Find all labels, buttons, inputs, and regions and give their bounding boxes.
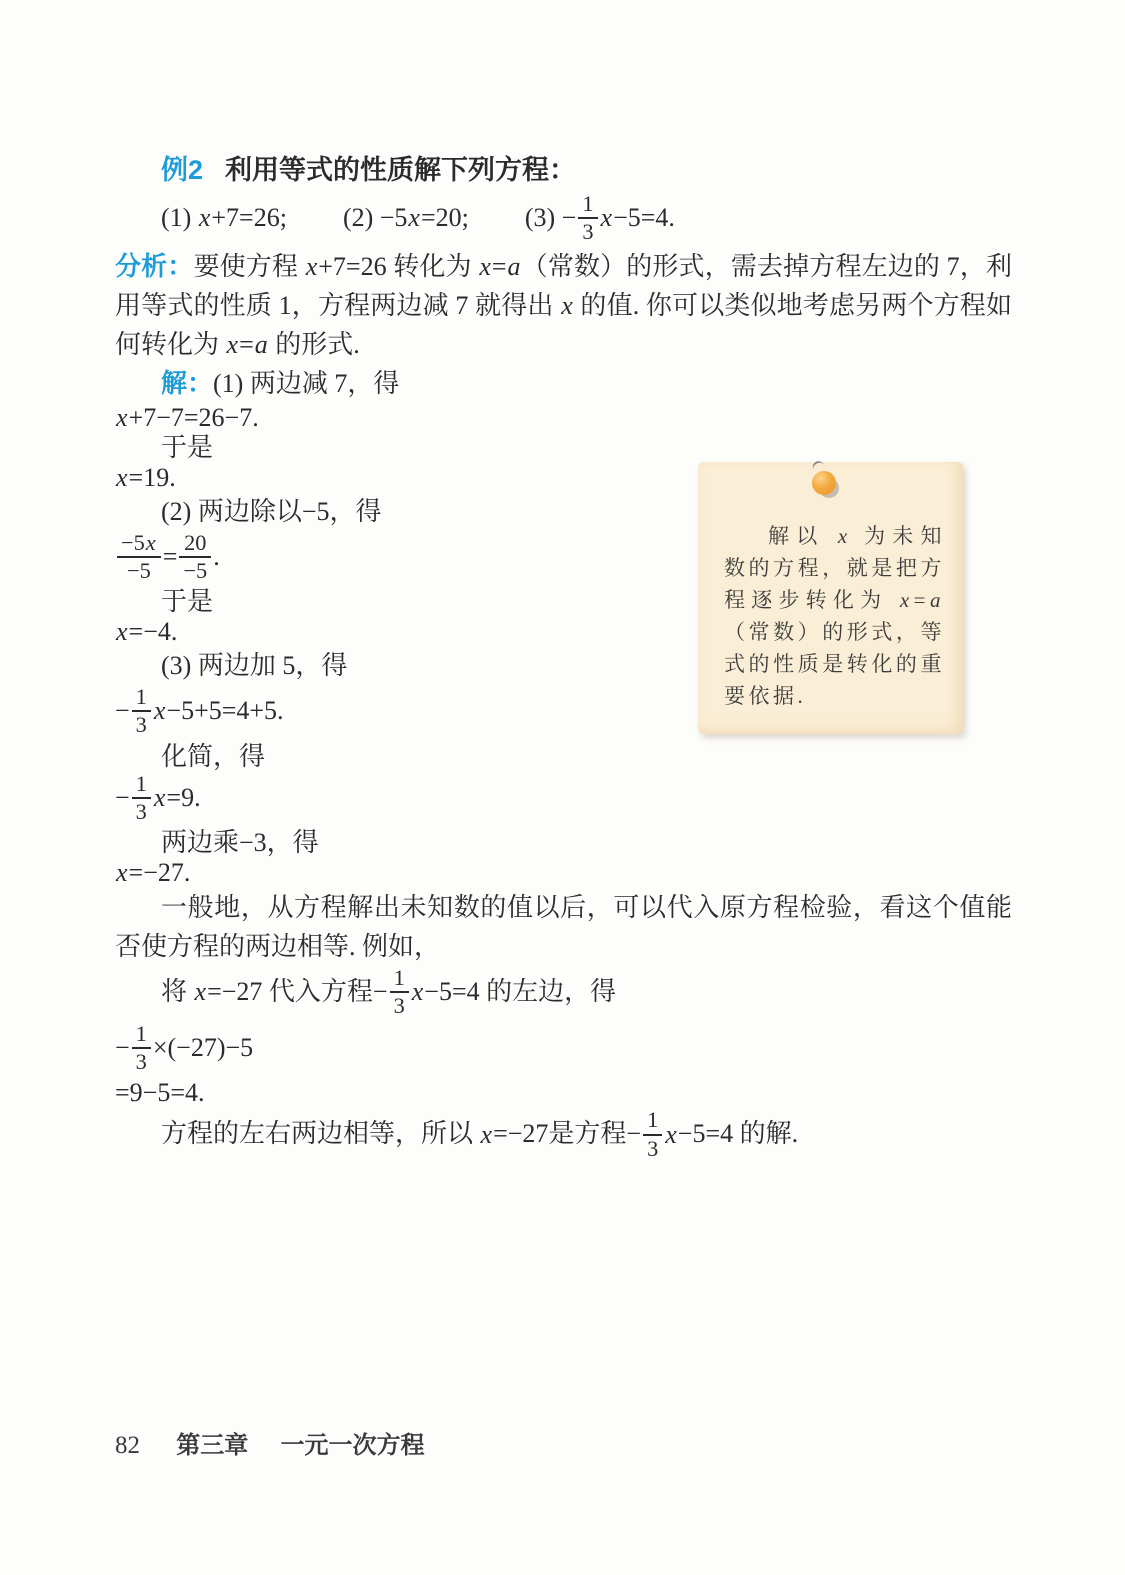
chapter-label: 第三章 bbox=[176, 1432, 249, 1459]
solution-step-1 bbox=[115, 364, 1012, 403]
page-number: 82 bbox=[115, 1432, 140, 1459]
note-text: 解以 x 为未知数的方程，就是把方程逐步转化为 x=a（常数）的形式，等式的性质是转化的重要依据. bbox=[724, 524, 946, 708]
transition-then-2: 于是 bbox=[161, 587, 214, 617]
conclusion-line: 方程的左右两边相等，所以 x=−27是方程− $\frac{1}{3}$ x−5=4 的解. bbox=[161, 1107, 799, 1161]
page-footer bbox=[115, 1430, 425, 1462]
verify-calculation-1: − $\frac{1}{3}$ ×(−27)−5 bbox=[115, 1021, 254, 1075]
pin-ball bbox=[812, 471, 836, 495]
example-label: 例2 bbox=[161, 155, 204, 185]
pin-icon bbox=[806, 465, 846, 499]
check-intro-paragraph: 一般地，从方程解出未知数的值以后，可以代入原方程检验，看这个值能否使方程的两边相等. 例如， bbox=[115, 892, 1012, 961]
analysis-paragraph bbox=[115, 247, 1012, 364]
problem-list-line: (1) x+7=26; (2) −5x=20; (3) − $\frac{1}{3}$ x−5=4. bbox=[161, 190, 675, 245]
verify-calculation-2: =9−5=4. bbox=[115, 1078, 205, 1108]
solution-label: 解： bbox=[161, 368, 214, 398]
equation-third-x-9: − $\frac{1}{3}$ x=9. bbox=[115, 770, 201, 824]
equation-divide-neg5: $\frac{-5x}{-5}$ = $\frac{20}{-5}$ . bbox=[115, 531, 1012, 587]
equation-add-5: − $\frac{1}{3}$ x−5+5=4+5. bbox=[115, 684, 284, 738]
example-title: 利用等式的性质解下列方程： bbox=[225, 155, 577, 185]
equation-x-neg4: x=−4. bbox=[116, 617, 178, 647]
example-heading bbox=[115, 151, 1012, 189]
sticky-note bbox=[698, 462, 963, 734]
transition-multiply: 两边乘−3，得 bbox=[161, 827, 319, 857]
transition-simplify: 化简，得 bbox=[161, 741, 266, 771]
analysis-label: 分析： bbox=[115, 251, 194, 281]
substitute-line: 将 x=−27 代入方程− $\frac{1}{3}$ x−5=4 的左边，得 bbox=[161, 964, 617, 1018]
solution-step-1-text: (1) 两边减 7，得 bbox=[213, 369, 400, 398]
equation-x-neg27: x=−27. bbox=[116, 857, 191, 887]
analysis-text: 要使方程 x+7=26 转化为 x=a（常数）的形式，需去掉方程左边的 7，利用等式的性质 1，方程两边减 7 就得出 x 的值. 你可以类似地考虑另两个方程如何转化为 x=a 的形式. bbox=[115, 252, 1012, 359]
solution-step-3: (3) 两边加 5，得 bbox=[161, 651, 348, 681]
solution-step-2: (2) 两边除以−5，得 bbox=[161, 497, 382, 526]
equation-x-plus-7: x+7−7=26−7. bbox=[116, 403, 259, 432]
equation-x-19: x=19. bbox=[116, 463, 176, 492]
transition-then-1: 于是 bbox=[161, 433, 214, 462]
section-title: 一元一次方程 bbox=[280, 1432, 425, 1459]
